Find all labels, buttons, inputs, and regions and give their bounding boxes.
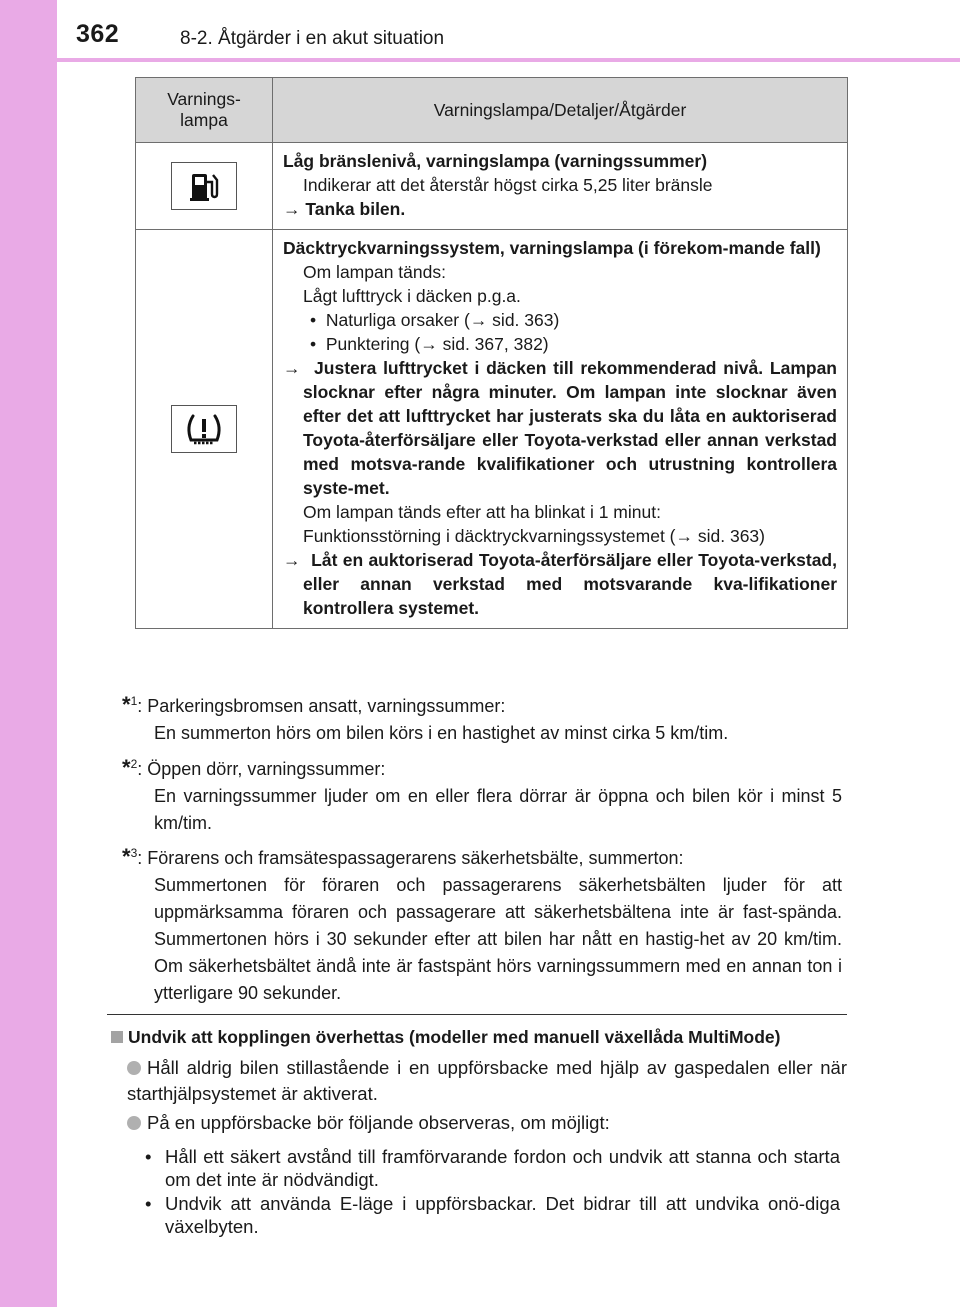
tire-line4: Funktionsstörning i däcktryckvarningssystemet (→ sid. 363) <box>303 526 765 546</box>
footnote-1-title: *$^1$: Parkeringsbromsen ansatt, varningssummer: <box>122 692 506 717</box>
bullet: • <box>145 1146 152 1167</box>
bullet: • <box>145 1193 152 1214</box>
arrow-icon: → <box>283 199 301 219</box>
fuel-text: Indikerar att det återstår högst cirka 5,25 liter bränsle <box>303 175 713 195</box>
arrow-icon: → <box>283 358 301 378</box>
tire-pressure-icon <box>171 405 237 453</box>
footnote-1-text: En summerton hörs om bilen körs i en hastighet av minst cirka 5 km/tim. <box>154 723 729 743</box>
table-row-tire <box>136 230 848 629</box>
fuel-action-line <box>283 197 837 221</box>
sub-list-item-1 <box>145 1145 840 1191</box>
footnote-3-title: *$^3$: Förarens och framsätespassagerarens säkerhetsbälte, summerton: <box>122 844 684 869</box>
arrow-icon: → <box>283 550 301 570</box>
warning-table <box>135 77 848 629</box>
chapter-title: 8-2. Åtgärder i en akut situation <box>180 28 445 49</box>
header-col1-line1: Varnings- <box>167 89 241 109</box>
section-paragraph-2: På en uppförsbacke bör följande observeras, om möjligt: <box>127 1110 847 1136</box>
sub-list-item-2 <box>145 1192 840 1238</box>
footnote-3 <box>122 840 842 1007</box>
sub-list-item-2-text: Undvik att använda E-läge i uppförsbackar. Det bidrar till att undvika onö-diga växelbyten. <box>165 1193 840 1237</box>
section-heading: Undvik att kopplingen överhettas (modeller med manuell växellåda MultiMode) <box>111 1027 781 1048</box>
table-row-fuel <box>136 143 848 230</box>
circle-bullet-icon <box>127 1116 141 1130</box>
page-number: 362 <box>76 20 120 48</box>
tire-item-1: • Naturliga orsaker (→ sid. 363) <box>310 310 560 330</box>
square-bullet-icon <box>111 1031 123 1043</box>
tire-icon-cell <box>136 230 273 629</box>
header-col1-line2: lampa <box>180 110 228 130</box>
fuel-description <box>273 143 848 230</box>
tire-item-2: • Punktering (→ sid. 367, 382) <box>310 334 549 354</box>
tire-description <box>273 230 848 629</box>
table-header-row <box>136 78 848 143</box>
header-details: Varningslampa/Detaljer/Åtgärder <box>273 78 848 143</box>
fuel-icon-cell <box>136 143 273 230</box>
tire-line2: Lågt lufttryck i däcken p.g.a. <box>303 286 521 306</box>
footnote-2-text: En varningssummer ljuder om en eller flera dörrar är öppna och bilen kör i minst 5 km/tim. <box>154 786 842 833</box>
tire-line3: Om lampan tänds efter att ha blinkat i 1 minut: <box>303 502 661 522</box>
fuel-pump-icon <box>171 162 237 210</box>
footnote-3-text: Summertonen för föraren och passagerarens säkerhetsbälten ljuder för att uppmärksamma föraren och passagerare att säkerhetsbältena inte är fast-spända. Summertonen hörs i 30 sekunder efter att bilen har nått en hastig-het av 20 km/tim. Om säkerhetsbältet ändå inte är fastspänt hörs varningssummern med en annan ton i ytterligare 90 sekunder. <box>154 875 842 1003</box>
tire-action-1: → Justera lufttrycket i däcken till rekommenderad nivå. Lampan slocknar efter några minuter. Om lampan inte slocknar även efter det att lufttrycket har justerats ska du låta en auktoriserad Toyota-återförsäljare eller Toyota-verkstad eller annan verkstad med motsva-rande kvalifikationer och utrustning kontrollera syste-met. <box>283 358 837 498</box>
header-warning-lamp <box>136 78 273 143</box>
tire-line1: Om lampan tänds: <box>303 262 446 282</box>
tire-action-2: → Låt en auktoriserad Toyota-återförsäljare eller Toyota-verkstad, eller annan verkstad med motsvarande kva-lifikationer kontrollera systemet. <box>283 550 837 618</box>
side-tab <box>0 0 57 1307</box>
section-paragraph-1: Håll aldrig bilen stillastående i en uppförsbacke med hjälp av gaspedalen eller när starthjälpsystemet är aktiverat. <box>127 1057 847 1104</box>
footnote-1 <box>122 688 842 747</box>
section-divider <box>107 1014 847 1015</box>
footnote-2-title: *$^2$: Öppen dörr, varningssummer: <box>122 755 386 780</box>
fuel-action: Tanka bilen. <box>305 199 406 219</box>
tire-title: Däcktryckvarningssystem, varningslampa (i förekom-mande fall) <box>283 238 821 258</box>
footnote-2 <box>122 751 842 837</box>
circle-bullet-icon <box>127 1061 141 1075</box>
sub-list-item-1-text: Håll ett säkert avstånd till framförvarande fordon och undvik att stanna och starta om det inte är nödvändigt. <box>165 1146 840 1190</box>
fuel-title: Låg bränslenivå, varningslampa (varningssummer) <box>283 151 708 171</box>
